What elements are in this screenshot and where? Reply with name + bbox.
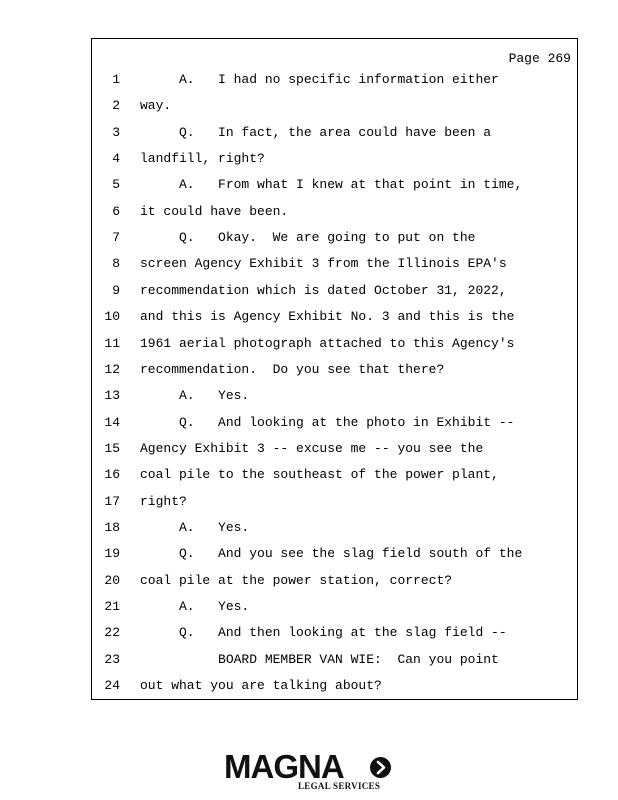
line-text: 1961 aerial photograph attached to this Agency's [140,335,515,351]
line-number: 11 [104,335,120,351]
line-number: 12 [104,361,120,377]
transcript-line [92,573,572,593]
line-number: 4 [112,151,120,167]
line-text: way. [140,98,172,114]
line-text: landfill, right? [140,151,265,167]
line-number: 23 [104,651,120,667]
line-number: 17 [104,493,120,509]
line-number: 1 [112,72,120,87]
transcript-line [92,678,572,698]
transcript-line [92,494,572,514]
line-number: 8 [112,256,120,272]
line-number: 9 [112,282,120,298]
transcript-line [92,388,572,408]
line-text: out what you are talking about? [140,678,382,694]
line-number: 10 [104,309,120,325]
line-text: A. From what I knew at that point in time, [140,177,523,193]
line-text: screen Agency Exhibit 3 from the Illinois EPA's [140,256,507,272]
line-text: BOARD MEMBER VAN WIE: Can you point [140,651,499,667]
chevron-right-icon [370,757,391,778]
transcript-line [92,599,572,619]
line-number: 18 [104,519,120,535]
transcript-line [92,256,572,276]
line-text: and this is Agency Exhibit No. 3 and this is the [140,309,515,325]
line-text: Q. And you see the slag field south of the [140,546,523,562]
line-number: 24 [104,678,120,694]
line-text: Q. Okay. We are going to put on the [140,230,476,246]
logo-subtitle: LEGAL SERVICES [298,781,381,791]
line-number: 7 [112,230,120,246]
line-number: 21 [104,599,120,614]
transcript-line [92,283,572,303]
line-number: 16 [104,467,120,483]
transcript-line [92,625,572,645]
line-number: 3 [112,124,120,140]
transcript-line [92,230,572,250]
transcript-line [92,362,572,382]
transcript-line [92,441,572,461]
line-text: coal pile to the southeast of the power plant, [140,467,499,483]
line-number: 13 [104,388,120,404]
transcript-line [92,652,572,672]
line-text: A. Yes. [140,599,250,614]
transcript-line [92,467,572,487]
logo-wordmark: MAGNA [224,748,344,785]
transcript-line [92,72,572,92]
line-number: 2 [112,98,120,114]
line-number: 5 [112,177,120,193]
line-text: A. Yes. [140,388,250,404]
line-text: Q. And looking at the photo in Exhibit -- [140,414,515,430]
transcript-line [92,151,572,171]
line-number: 15 [104,440,120,456]
line-text: Agency Exhibit 3 -- excuse me -- you see the [140,440,484,456]
transcript-page [91,38,578,700]
transcript-line [92,336,572,356]
line-number: 20 [104,572,120,588]
line-number: 22 [104,625,120,641]
page-number: Page 269 [508,51,571,66]
transcript-line [92,309,572,329]
line-text: A. I had no specific information either [140,72,499,87]
line-text: right? [140,493,187,509]
transcript-line [92,415,572,435]
transcript-line [92,204,572,224]
magna-logo [224,750,396,792]
transcript-line [92,520,572,540]
line-text: A. Yes. [140,519,250,535]
line-text: Q. And then looking at the slag field -- [140,625,507,641]
line-number: 14 [104,414,120,430]
transcript-line [92,98,572,118]
line-number: 19 [104,546,120,562]
line-text: Q. In fact, the area could have been a [140,124,492,140]
line-text: recommendation. Do you see that there? [140,361,445,377]
transcript-line [92,125,572,145]
transcript-line [92,177,572,197]
line-number: 6 [112,203,120,219]
line-text: recommendation which is dated October 31, 2022, [140,282,507,298]
line-text: it could have been. [140,203,289,219]
line-text: coal pile at the power station, correct? [140,572,453,588]
transcript-line [92,546,572,566]
